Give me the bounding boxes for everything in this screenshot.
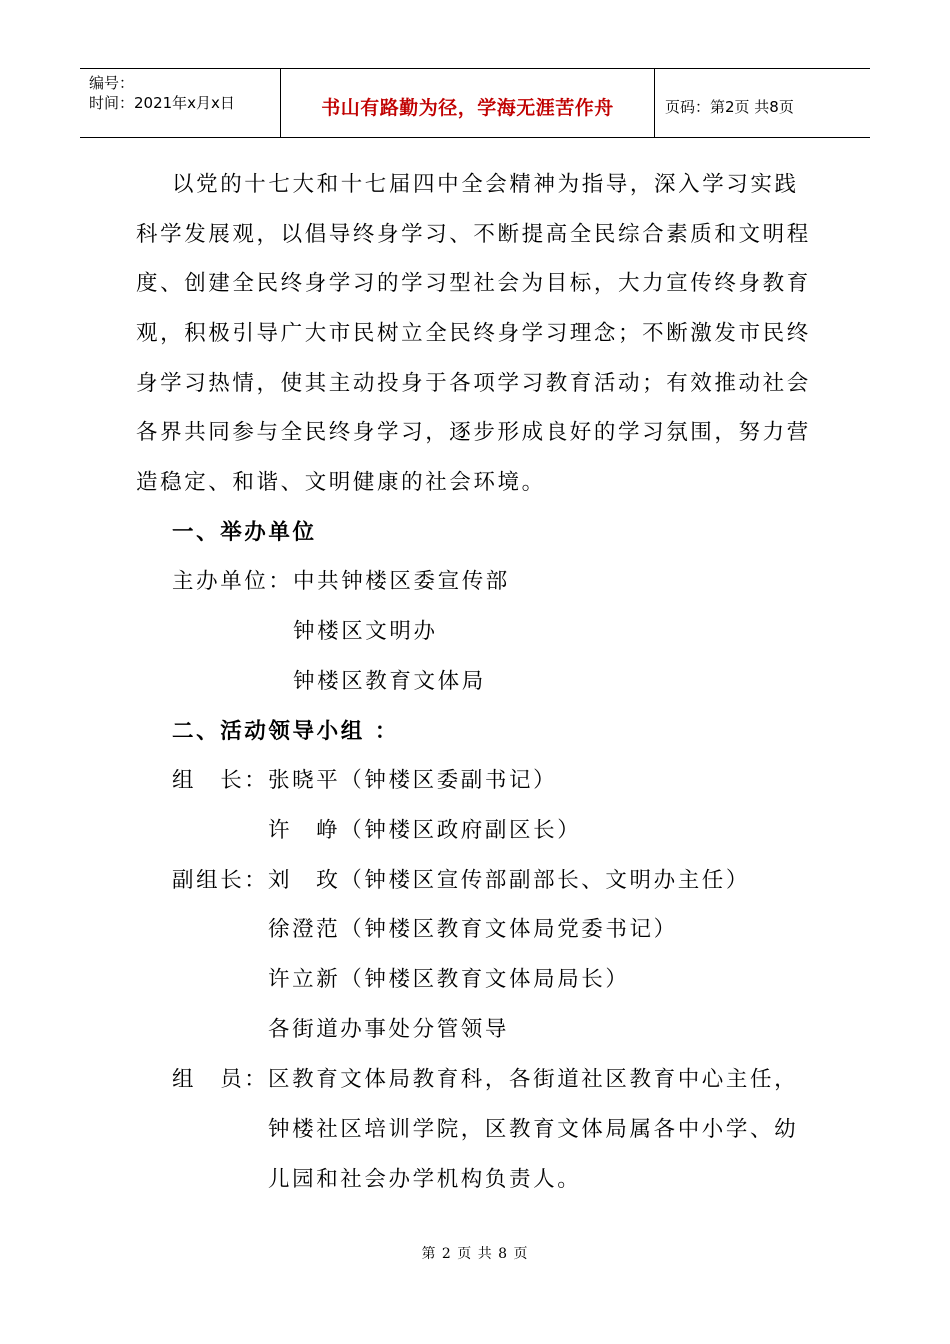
member-line: 区教育文体局教育科，各街道社区教育中心主任， [268, 1067, 799, 1092]
member-label: 组 员： [172, 1067, 269, 1092]
deputy-label: 副组长： [172, 868, 269, 893]
header-page-info: 页码：第2页 共8页 [665, 97, 794, 116]
intro-line: 以党的十七大和十七届四中全会精神为指导，深入学习实践 [172, 172, 799, 197]
deputy-item: 许立新（钟楼区教育文体局局长） [268, 967, 630, 992]
intro-line: 各界共同参与全民终身学习，逐步形成良好的学习氛围，努力营 [136, 420, 811, 446]
deputy-item: 徐澄范（钟楼区教育文体局党委书记） [268, 917, 678, 942]
organizer-item: 中共钟楼区委宣传部 [293, 569, 510, 594]
intro-line: 度、创建全民终身学习的学习型社会为目标，大力宣传终身教育 [136, 271, 811, 297]
page-footer: 第 2 页 共 8 页 [421, 1246, 529, 1262]
header-motto: 书山有路勤为径，学海无涯苦作舟 [281, 69, 655, 137]
section-heading-organizers: 一、举办单位 [172, 520, 317, 545]
intro-line: 科学发展观，以倡导终身学习、不断提高全民综合素质和文明程 [136, 221, 811, 247]
leader-label: 组 长： [172, 768, 269, 793]
number-label: 编号： [89, 74, 135, 92]
organizer-item: 钟楼区教育文体局 [293, 669, 486, 694]
organizer-item: 钟楼区文明办 [293, 619, 438, 644]
intro-paragraph [136, 160, 816, 508]
intro-line: 身学习热情，使其主动投身于各项学习教育活动；有效推动社会 [136, 370, 811, 396]
header-meta [80, 69, 281, 137]
member-line: 儿园和社会办学机构负责人。 [268, 1167, 582, 1192]
intro-line: 观，积极引导广大市民树立全民终身学习理念；不断激发市民终 [136, 321, 811, 347]
member-line: 钟楼社区培训学院，区教育文体局属各中小学、幼 [268, 1117, 799, 1142]
deputy-item: 刘 玫（钟楼区宣传部副部长、文明办主任） [268, 868, 751, 893]
organizer-label: 主办单位： [172, 569, 293, 594]
intro-line: 造稳定、和谐、文明健康的社会环境。 [136, 470, 546, 496]
leader-item: 许 峥（钟楼区政府副区长） [268, 818, 582, 843]
section-heading-leadership: 二、活动领导小组 ： [172, 719, 399, 744]
deputy-item: 各街道办事处分管领导 [268, 1017, 510, 1042]
leader-item: 张晓平（钟楼区委副书记） [268, 768, 558, 793]
time-label: 时间：2021年x月x日 [89, 94, 235, 112]
document-header [80, 68, 870, 138]
